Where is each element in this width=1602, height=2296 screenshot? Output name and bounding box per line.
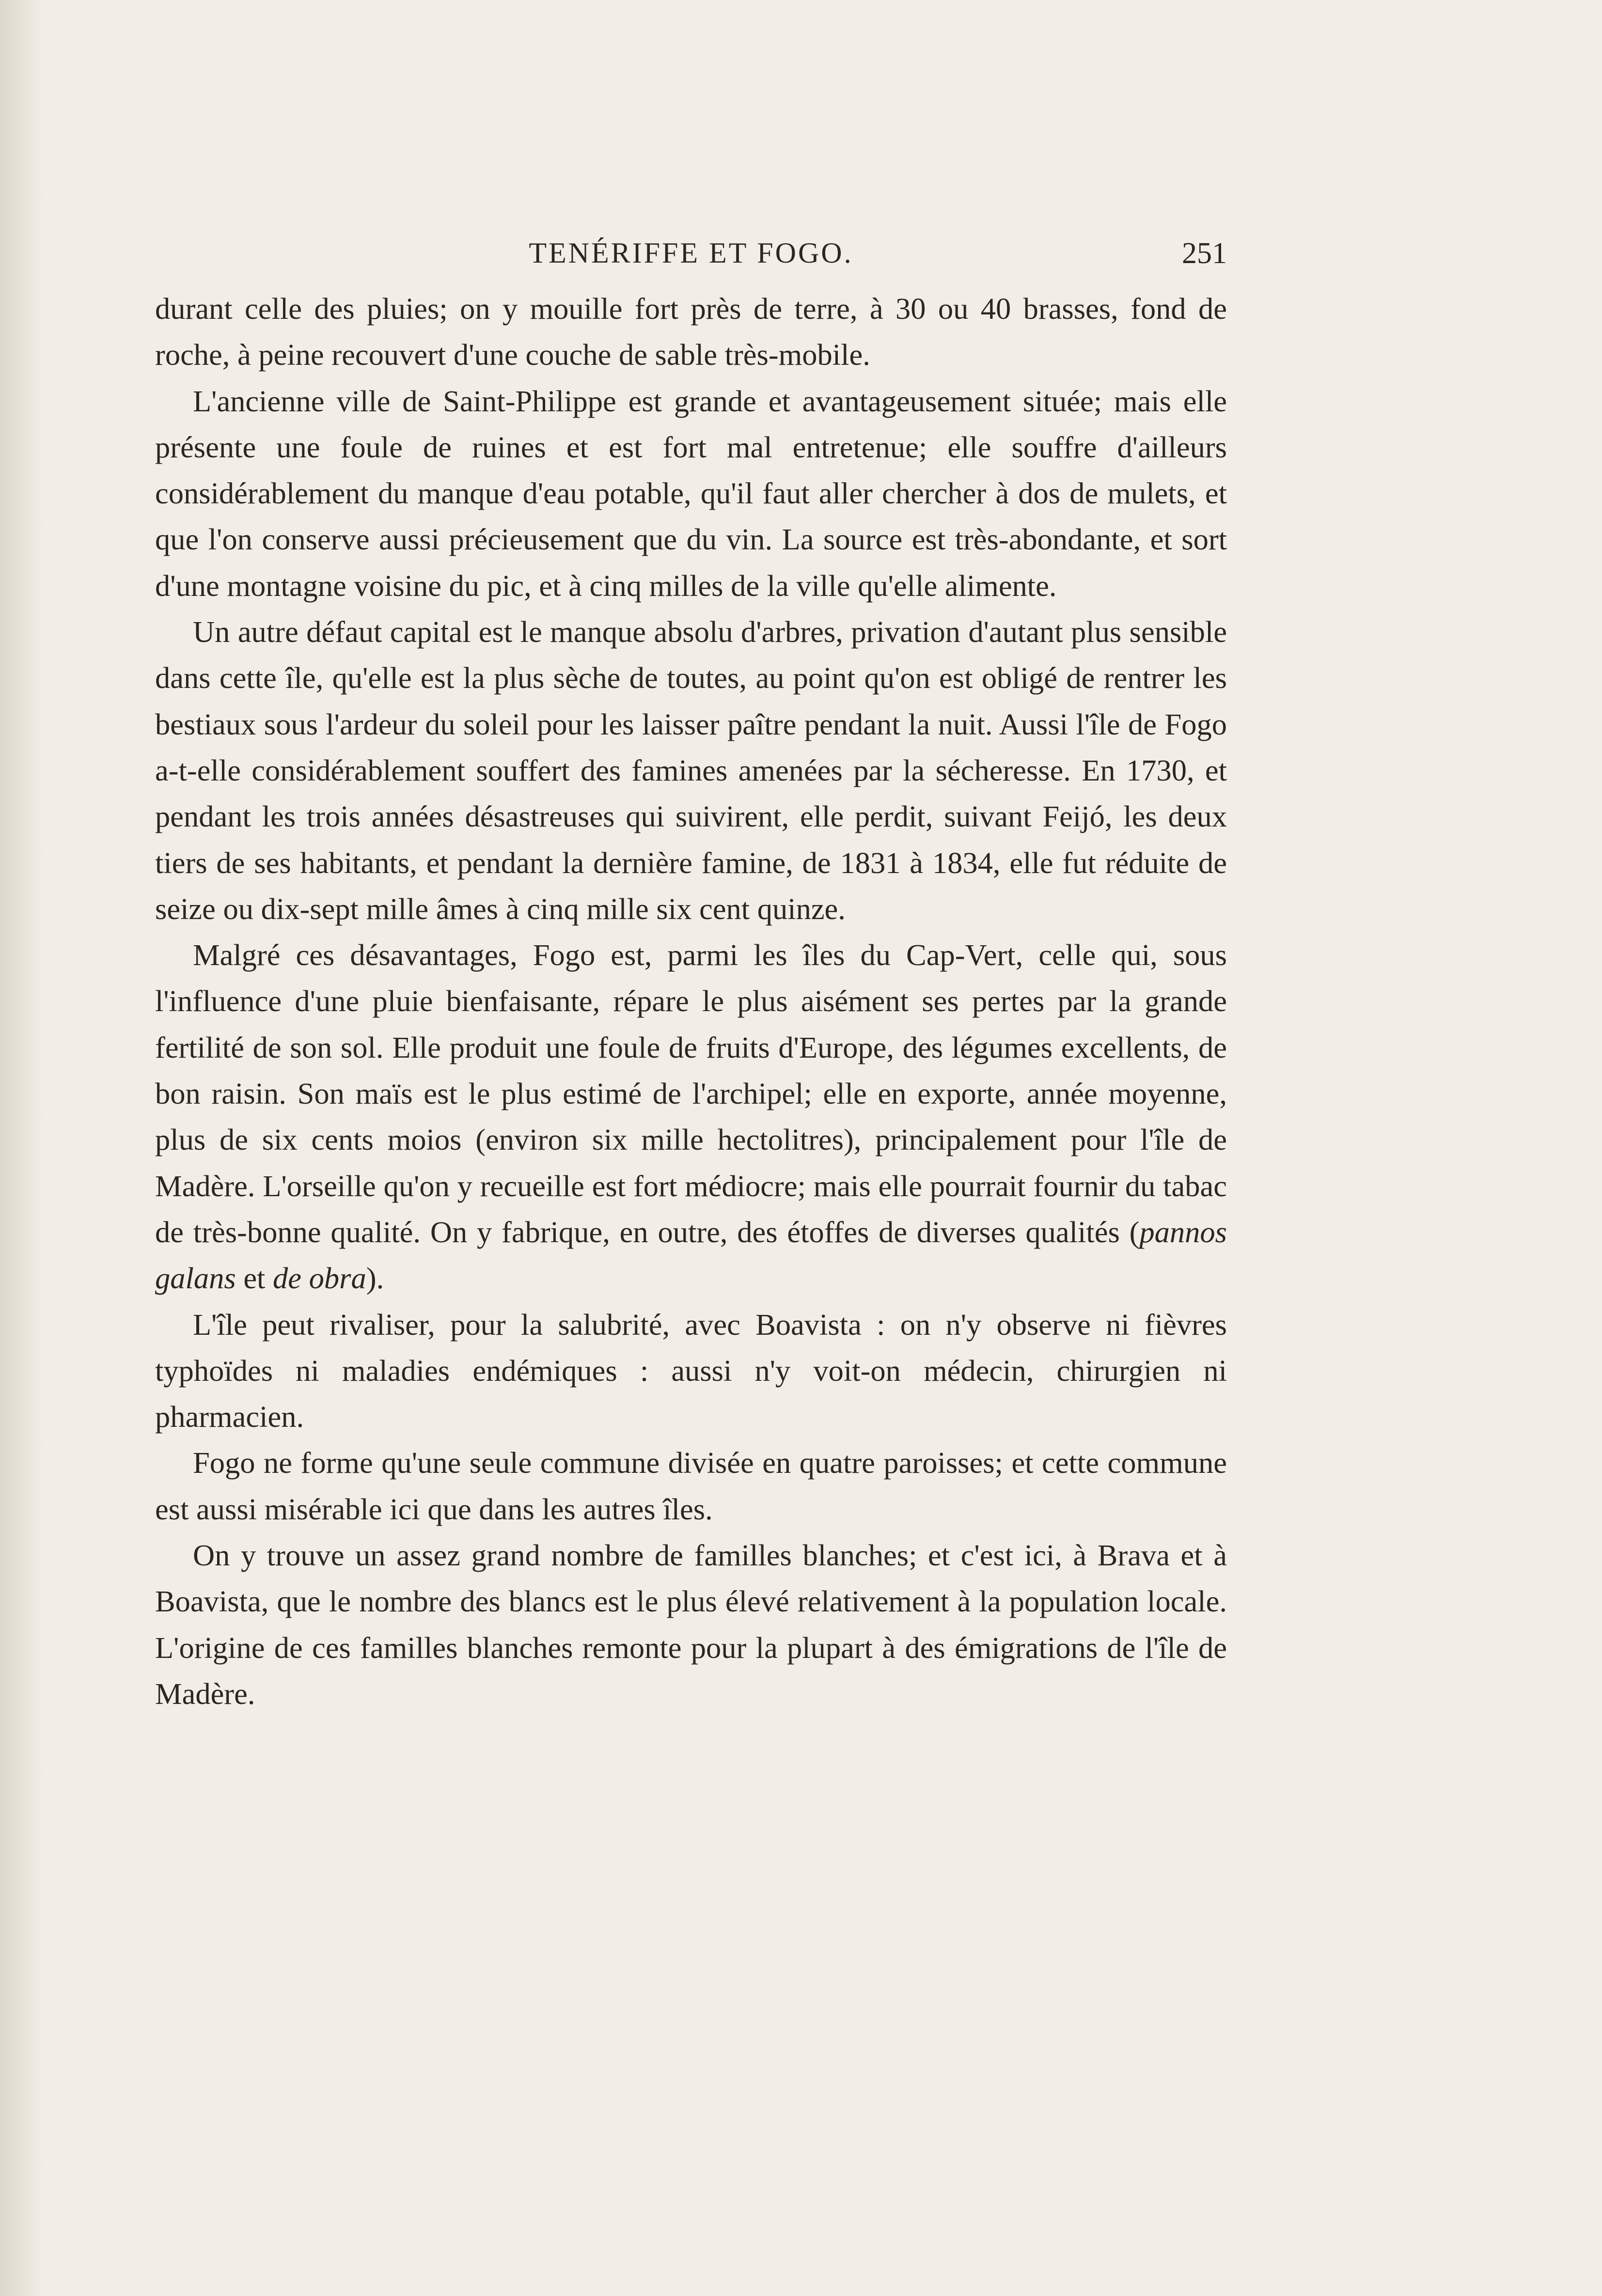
running-head xyxy=(155,236,1227,280)
running-title: TENÉRIFFE ET FOGO. xyxy=(529,237,853,269)
paragraph-4-text-after: ). xyxy=(366,1261,384,1296)
page-number: 251 xyxy=(1182,237,1227,270)
italic-term-pannos-galans: pannos galans xyxy=(155,1215,1227,1296)
paragraph-2: L'ancienne ville de Saint-Philippe est grande et avantageusement située; mais elle présente une foule de ruines et est fort mal entretenue; elle souffre d'ailleurs considérablement du manque d'eau potable, qu'il faut aller chercher à dos de mulets, et que l'on conserve aussi précieusement que du vin. La source est très-abondante, et sort d'une montagne voisine du pic, et à cinq milles de la ville qu'elle alimente. xyxy=(155,384,1227,603)
paragraph-1: durant celle des pluies; on y mouille fort près de terre, à 30 ou 40 brasses, fond de roche, à peine recouvert d'une couche de sable très-mobile. xyxy=(155,292,1227,372)
paragraph-7: On y trouve un assez grand nombre de familles blanches; et c'est ici, à Brava et à Boavista, que le nombre des blancs est le plus élevé relativement à la population locale. L'origine de ces familles blanches remonte pour la plupart à des émigrations de l'île de Madère. xyxy=(155,1538,1227,1711)
paragraph-6: Fogo ne forme qu'une seule commune divisée en quatre paroisses; et cette commune est aussi misérable ici que dans les autres îles. xyxy=(155,1446,1227,1526)
paragraph-4-text-before: Malgré ces désavantages, Fogo est, parmi les îles du Cap-Vert, celle qui, sous l'influence d'une pluie bienfaisante, répare le plus aisément ses pertes par la grande fertilité de son sol. Elle produit une foule de fruits d'Europe, des légumes excellents, de bon raisin. Son maïs est le plus estimé de l'archipel; elle en exporte, année moyenne, plus de six cents moios (environ six mille hectolitres), principalement pour l'île de Madère. L'orseille qu'on y recueille est fort médiocre; mais elle pourrait fournir du tabac de très-bonne qualité. On y fabrique, en outre, des étoffes de diverses qualités ( xyxy=(155,938,1227,1249)
paragraph-3: Un autre défaut capital est le manque absolu d'arbres, privation d'autant plus sensible dans cette île, qu'elle est la plus sèche de toutes, au point qu'on est obligé de rentrer les bestiaux sous l'ardeur du soleil pour les laisser paître pendant la nuit. Aussi l'île de Fogo a-t-elle considérablement souffert des famines amenées par la sécheresse. En 1730, et pendant les trois années désastreuses qui suivirent, elle perdit, suivant Feijó, les deux tiers de ses habitants, et pendant la dernière famine, de 1831 à 1834, elle fut réduite de seize ou dix-sept mille âmes à cinq mille six cent quinze. xyxy=(155,615,1227,926)
paragraph-5: L'île peut rivaliser, pour la salubrité, avec Boavista : on n'y observe ni fièvres typhoïdes ni maladies endémiques : aussi n'y voit-on médecin, chirurgien ni pharmacien. xyxy=(155,1307,1227,1434)
body-text xyxy=(155,286,1227,1717)
paragraph-4 xyxy=(155,932,1227,1301)
italic-term-de-obra: de obra xyxy=(273,1261,366,1296)
page-gutter-shadow xyxy=(0,0,44,2296)
paragraph-4-text-middle: et xyxy=(236,1261,273,1296)
